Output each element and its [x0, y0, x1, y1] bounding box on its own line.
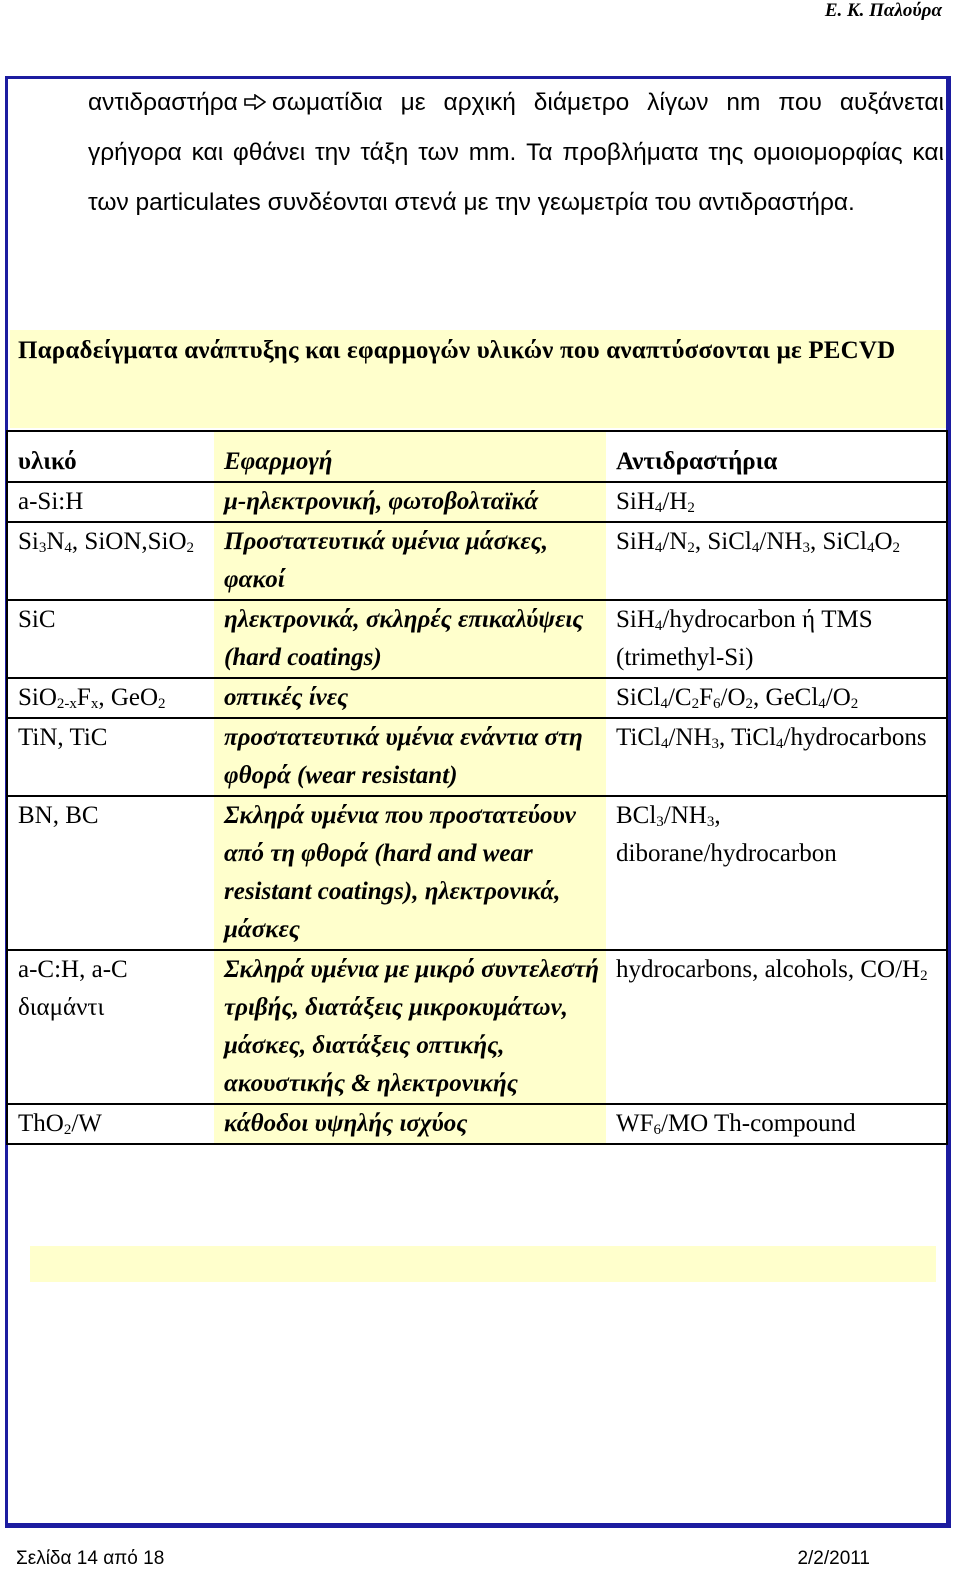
materials-table — [6, 430, 948, 1145]
intro-paragraph — [88, 78, 944, 228]
cell-application: κάθοδοι υψηλής ισχύος — [214, 1104, 606, 1144]
cell-reactants: $WF_6/MO$ Th-compound — [606, 1104, 947, 1144]
table-row — [7, 482, 947, 522]
header-application: Εφαρμογή — [214, 431, 606, 482]
table-row — [7, 600, 947, 678]
right-arrow-icon — [244, 78, 266, 128]
header-reactants: Αντιδραστήρια — [606, 431, 947, 482]
cell-material: a-C:H, a-C διαμάντι — [7, 950, 214, 1104]
cell-application: Σκληρά υμένια με μικρό συντελεστή τριβής, διατάξεις μικροκυμάτων, μάσκες, διατάξεις οπτικής, ακουστικής & ηλεκτρονικής — [214, 950, 606, 1104]
cell-application: μ-ηλεκτρονική, φωτοβολταϊκά — [214, 482, 606, 522]
table-row — [7, 522, 947, 600]
header-material: υλικό — [7, 431, 214, 482]
cell-application: ηλεκτρονικά, σκληρές επικαλύψεις (hard coatings) — [214, 600, 606, 678]
table-row — [7, 1104, 947, 1144]
table-row — [7, 718, 947, 796]
cell-reactants: $BCl_3/NH_3$, diborane/hydrocarbon — [606, 796, 947, 950]
table-row — [7, 950, 947, 1104]
intro-text-start: αντιδραστήρα — [88, 89, 238, 116]
cell-material: $SiO_{2-x}F_x$, GeO$_2$ — [7, 678, 214, 718]
bottom-highlight — [30, 1246, 936, 1282]
section-heading: Παραδείγματα ανάπτυξης και εφαρμογών υλικών που αναπτύσσονται με PECVD — [18, 337, 896, 364]
cell-material: a-Si:H — [7, 482, 214, 522]
cell-reactants: $SiH_4/N_2$, $SiCl_4/NH_3$, $SiCl_4O_2$ — [606, 522, 947, 600]
page-number: Σελίδα 14 από 18 — [16, 1548, 165, 1569]
header-author: Ε. Κ. Παλούρα — [824, 0, 942, 21]
cell-material: $Si_3N_4$, SiON,SiO$_2$ — [7, 522, 214, 600]
table-header-row — [7, 431, 947, 482]
footer-date: 2/2/2011 — [797, 1548, 870, 1569]
intro-text-rest: σωματίδια με αρχική διάμετρο λίγων nm που αυξάνεται γρήγορα και φθάνει την τάξη των mm. Τα προβλήματα της ομοιομορφίας και των particulates συνδέονται στενά με την γεωμετρία του αντιδραστήρα. — [88, 89, 944, 216]
cell-application: οπτικές ίνες — [214, 678, 606, 718]
table-row — [7, 796, 947, 950]
cell-reactants: $TiCl_4/NH_3$, TiCl$_4$/hydrocarbons — [606, 718, 947, 796]
cell-application: Προστατευτικά υμένια μάσκες, φακοί — [214, 522, 606, 600]
cell-reactants: hydrocarbons, alcohols, $CO/H_2$ — [606, 950, 947, 1104]
cell-application: προστατευτικά υμένια ενάντια στη φθορά (wear resistant) — [214, 718, 606, 796]
cell-reactants: $SiH_4/H_2$ — [606, 482, 947, 522]
cell-material: SiC — [7, 600, 214, 678]
table-row — [7, 678, 947, 718]
cell-reactants: SiH$_4$/hydrocarbon ή TMS (trimethyl-Si) — [606, 600, 947, 678]
cell-reactants: $SiCl_4/C_2F_6/O_2$, $GeCl_4/O_2$ — [606, 678, 947, 718]
cell-material: TiN, TiC — [7, 718, 214, 796]
cell-material: BN, BC — [7, 796, 214, 950]
cell-material: ThO$_2$/W — [7, 1104, 214, 1144]
cell-application: Σκληρά υμένια που προστατεύουν από τη φθορά (hard and wear resistant coatings), ηλεκτρονικά, μάσκες — [214, 796, 606, 950]
